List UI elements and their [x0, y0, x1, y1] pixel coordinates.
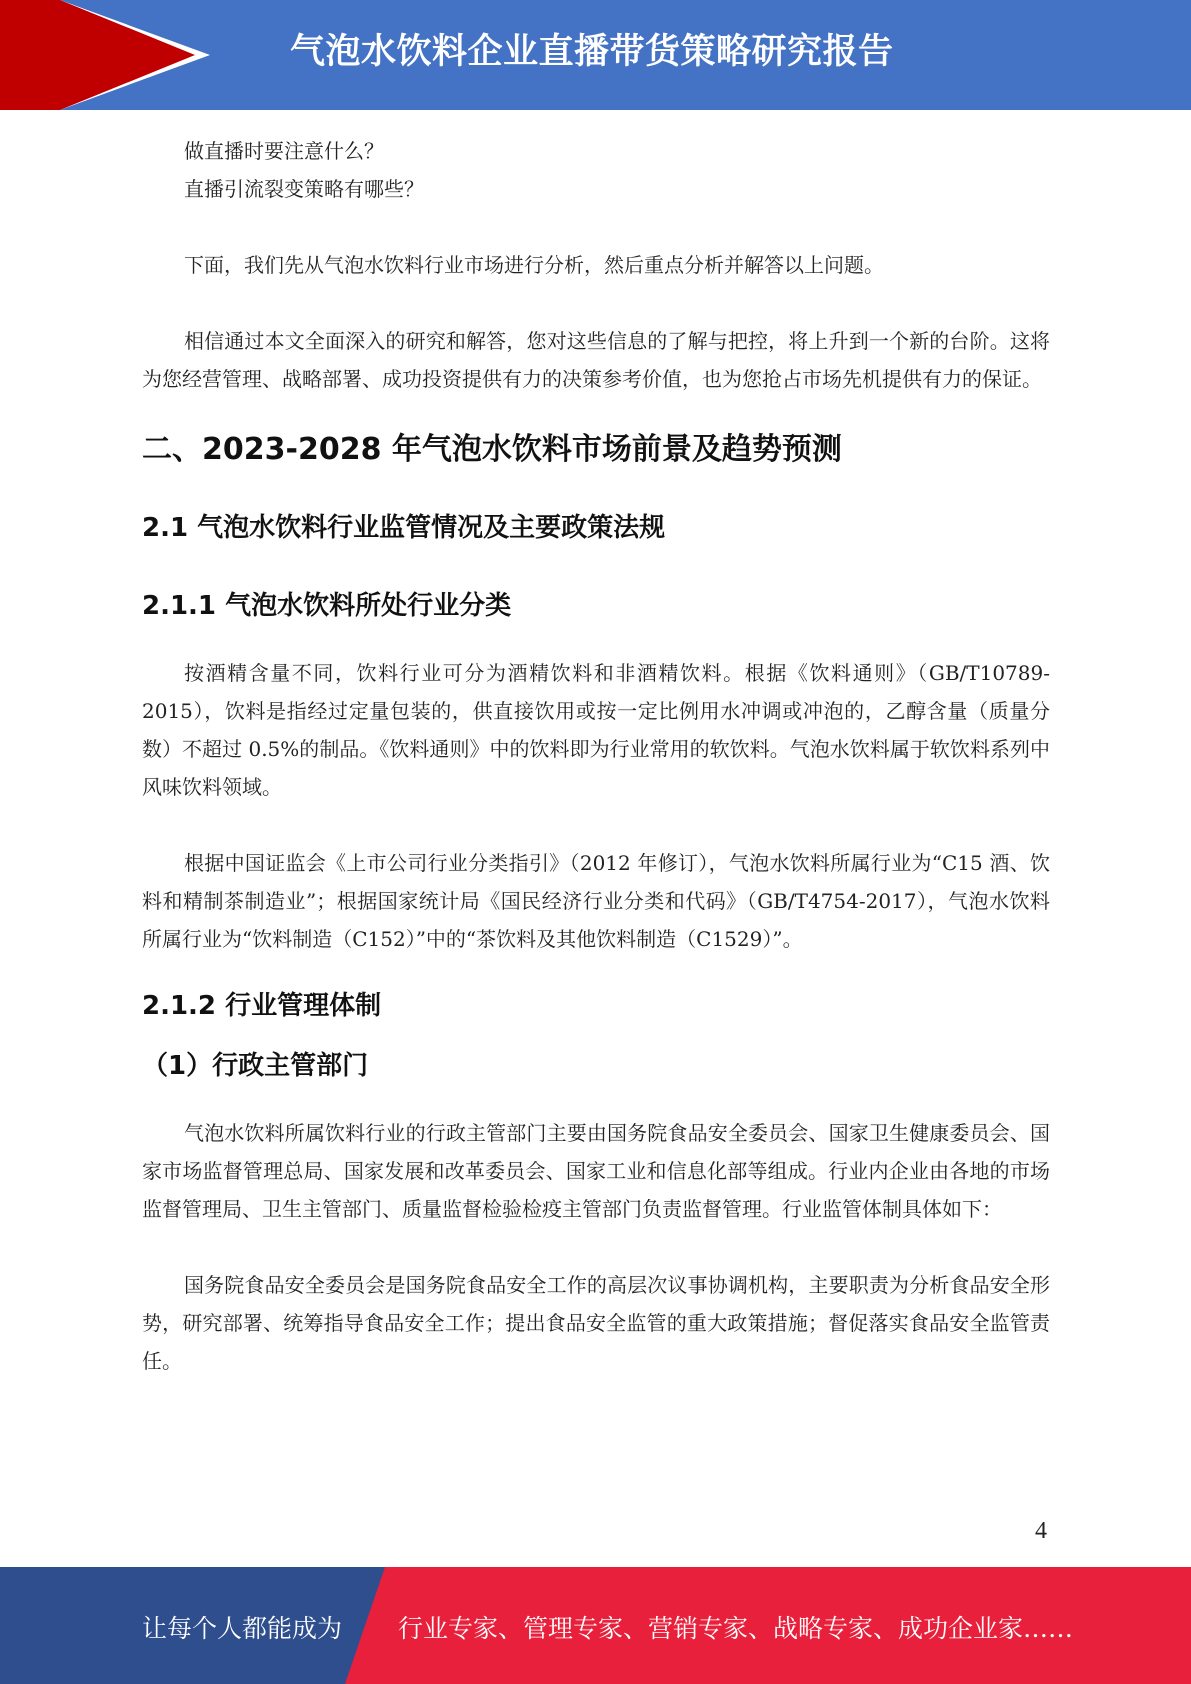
subsubsection-heading: 2.1.2 行业管理体制 [142, 991, 382, 1021]
report-title: 气泡水饮料企业直播带货策略研究报告 [290, 32, 894, 72]
question-item: 直播引流裂变策略有哪些？ [184, 177, 424, 201]
footer-slogan-right: 行业专家、管理专家、营销专家、战略专家、成功企业家…… [398, 1614, 1074, 1643]
document-body [142, 132, 1050, 1380]
footer-blue-slant [345, 1567, 385, 1684]
header-chevron-red [60, 0, 195, 110]
subsubsection-heading: 2.1.1 气泡水饮料所处行业分类 [142, 591, 512, 621]
header-banner [0, 0, 1191, 110]
footer-slogan-left: 让每个人都能成为 [142, 1614, 343, 1643]
footer-banner [0, 1567, 1191, 1684]
admin-paragraph: 气泡水饮料所属饮料行业的行政主管部门主要由国务院食品安全委员会、国家卫生健康委员会、国家市场监督管理总局、国家发展和改革委员会、国家工业和信息化部等组成。行业内企业由各地的市场监督管理局、卫生主管部门、质量监督检验检疫主管部门负责监督管理。行业监管体制具体如下： [142, 1121, 1050, 1221]
section-heading: 二、2023-2028 年气泡水饮料市场前景及趋势预测 [142, 432, 842, 467]
question-item: 做直播时要注意什么？ [184, 139, 384, 163]
page-number: 4 [1035, 1518, 1047, 1544]
admin-heading: （1）行政主管部门 [142, 1051, 369, 1081]
classification-paragraph: 根据中国证监会《上市公司行业分类指引》（2012 年修订），气泡水饮料所属行业为“C15 酒、饮料和精制茶制造业”；根据国家统计局《国民经济行业分类和代码》（GB/T4754-2017），气泡水饮料所属行业为“饮料制造（C152）”中的“茶饮料及其他饮料制造（C1529）”。 [142, 851, 1050, 951]
header-red-block [0, 0, 60, 110]
intro-paragraph: 下面，我们先从气泡水饮料行业市场进行分析，然后重点分析并解答以上问题。 [184, 253, 884, 277]
subsection-heading: 2.1 气泡水饮料行业监管情况及主要政策法规 [142, 513, 666, 543]
trust-paragraph: 相信通过本文全面深入的研究和解答，您对这些信息的了解与把控，将上升到一个新的台阶。这将为您经营管理、战略部署、成功投资提供有力的决策参考价值，也为您抢占市场先机提供有力的保证。 [142, 329, 1050, 391]
admin-paragraph: 国务院食品安全委员会是国务院食品安全工作的高层次议事协调机构，主要职责为分析食品安全形势，研究部署、统筹指导食品安全工作；提出食品安全监管的重大政策措施；督促落实食品安全监管责任。 [142, 1273, 1050, 1373]
classification-paragraph: 按酒精含量不同，饮料行业可分为酒精饮料和非酒精饮料。根据《饮料通则》（GB/T10789-2015），饮料是指经过定量包装的，供直接饮用或按一定比例用水冲调或冲泡的，乙醇含量（质量分数）不超过 0.5%的制品。《饮料通则》中的饮料即为行业常用的软饮料。气泡水饮料属于软饮料系列中风味饮料领域。 [142, 661, 1050, 799]
